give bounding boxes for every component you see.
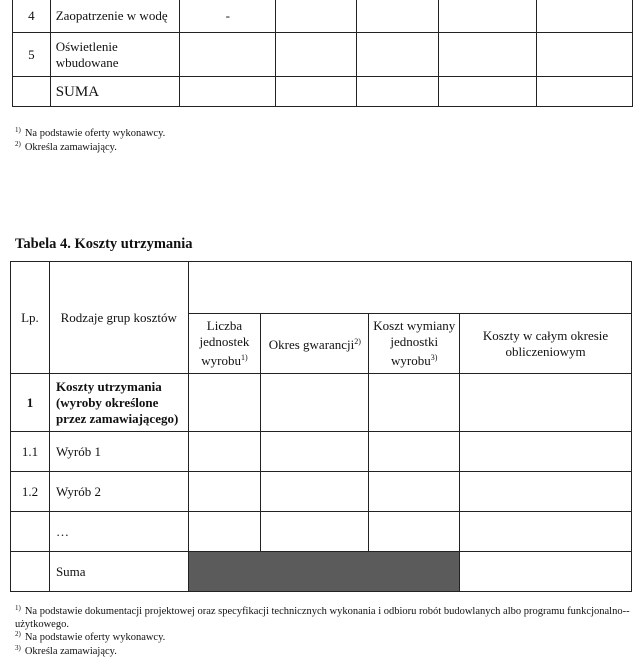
table-cell [536,77,632,107]
row-name: Oświetlenie wbudowane [50,33,179,77]
table-row [11,512,632,552]
table-cell [536,0,632,33]
row-name: Koszty utrzymania (wyroby określone przez zamawiającego) [49,374,188,432]
table-cell [356,77,438,107]
row-number [13,77,51,107]
row-number: 4 [13,0,51,33]
table-row [11,374,632,432]
row-number: 5 [13,33,51,77]
table-cell [369,432,460,472]
footnote-mark: 2) [15,140,21,148]
table-row [11,552,632,592]
footnote-3 [15,642,117,658]
table-cell [460,432,632,472]
table-cell [460,472,632,512]
footnote-mark: 2) [354,337,361,346]
footnote-mark: 3) [15,644,21,652]
footnote-mark: 1) [240,353,248,362]
table-cell [261,432,369,472]
footnote-text: Określa zamawiający. [24,142,117,153]
table-cell [276,0,356,33]
row-name: … [49,512,188,552]
table-cell [536,33,632,77]
row-name: Wyrób 1 [49,432,188,472]
row-value: - [180,0,276,33]
row-name: Zaopatrzenie w wodę [50,0,179,33]
row-name: Wyrób 2 [49,472,188,512]
header-span-cell [188,262,631,314]
table-row [13,77,633,107]
table-cell [460,374,632,432]
footnote-mark: 1) [15,126,21,134]
table-row [13,33,633,77]
table-cell [369,512,460,552]
table-cell [460,552,632,592]
table-cell [188,472,261,512]
table-row [11,432,632,472]
row-value [180,33,276,77]
table-cell [369,374,460,432]
table-cell [460,512,632,552]
table-cell [188,374,261,432]
table-cell [356,33,438,77]
header-warranty [261,314,369,374]
row-lp: 1.2 [11,472,50,512]
footnote-text: Na podstawie oferty wykonawcy. [24,632,166,643]
table-cell [438,33,536,77]
header-count [188,314,261,374]
table-cell [261,512,369,552]
maintenance-cost-table [10,261,632,592]
header-lp: Lp. [11,262,50,374]
header-replace-label: Koszt wymiany jednostki wyrobu [373,318,456,368]
table-row [11,472,632,512]
footnote-1 [15,602,635,631]
row-lp: 1 [11,374,50,432]
top-cost-table [12,0,633,107]
shaded-cell [188,552,460,592]
header-warranty-label: Okres gwarancji [268,337,355,352]
table-cell [438,77,536,107]
header-total: Koszty w całym okresie obliczeniowym [460,314,632,374]
sum-label: Suma [49,552,188,592]
header-row [11,262,632,314]
row-lp [11,512,50,552]
row-lp: 1.1 [11,432,50,472]
footnote-text: Na podstawie dokumentacji projektowej oraz specyfikacji technicznych wykonania i odbioru robót budowlanych albo programu funkcjonalno--użytkowego. [15,606,630,630]
header-replace [369,314,460,374]
footnote-mark: 3) [430,353,438,362]
footnote-text: Określa zamawiający. [24,646,117,657]
sum-label: SUMA [50,77,179,107]
table-cell [369,472,460,512]
table-cell [188,432,261,472]
footnote-mark: 1) [15,604,21,612]
table-cell [356,0,438,33]
table-cell [261,374,369,432]
table-row [13,0,633,33]
table-cell [276,33,356,77]
table-title: Tabela 4. Koszty utrzymania [15,236,193,252]
footnote-2 [15,138,117,154]
table-cell [188,512,261,552]
table-cell [261,472,369,512]
table-cell [438,0,536,33]
row-lp [11,552,50,592]
header-group: Rodzaje grup kosztów [49,262,188,374]
footnote-text: Na podstawie oferty wykonawcy. [24,128,166,139]
row-value [180,77,276,107]
table-cell [276,77,356,107]
footnote-mark: 2) [15,630,21,638]
header-count-label: Liczba jednostek wyrobu [199,318,250,368]
